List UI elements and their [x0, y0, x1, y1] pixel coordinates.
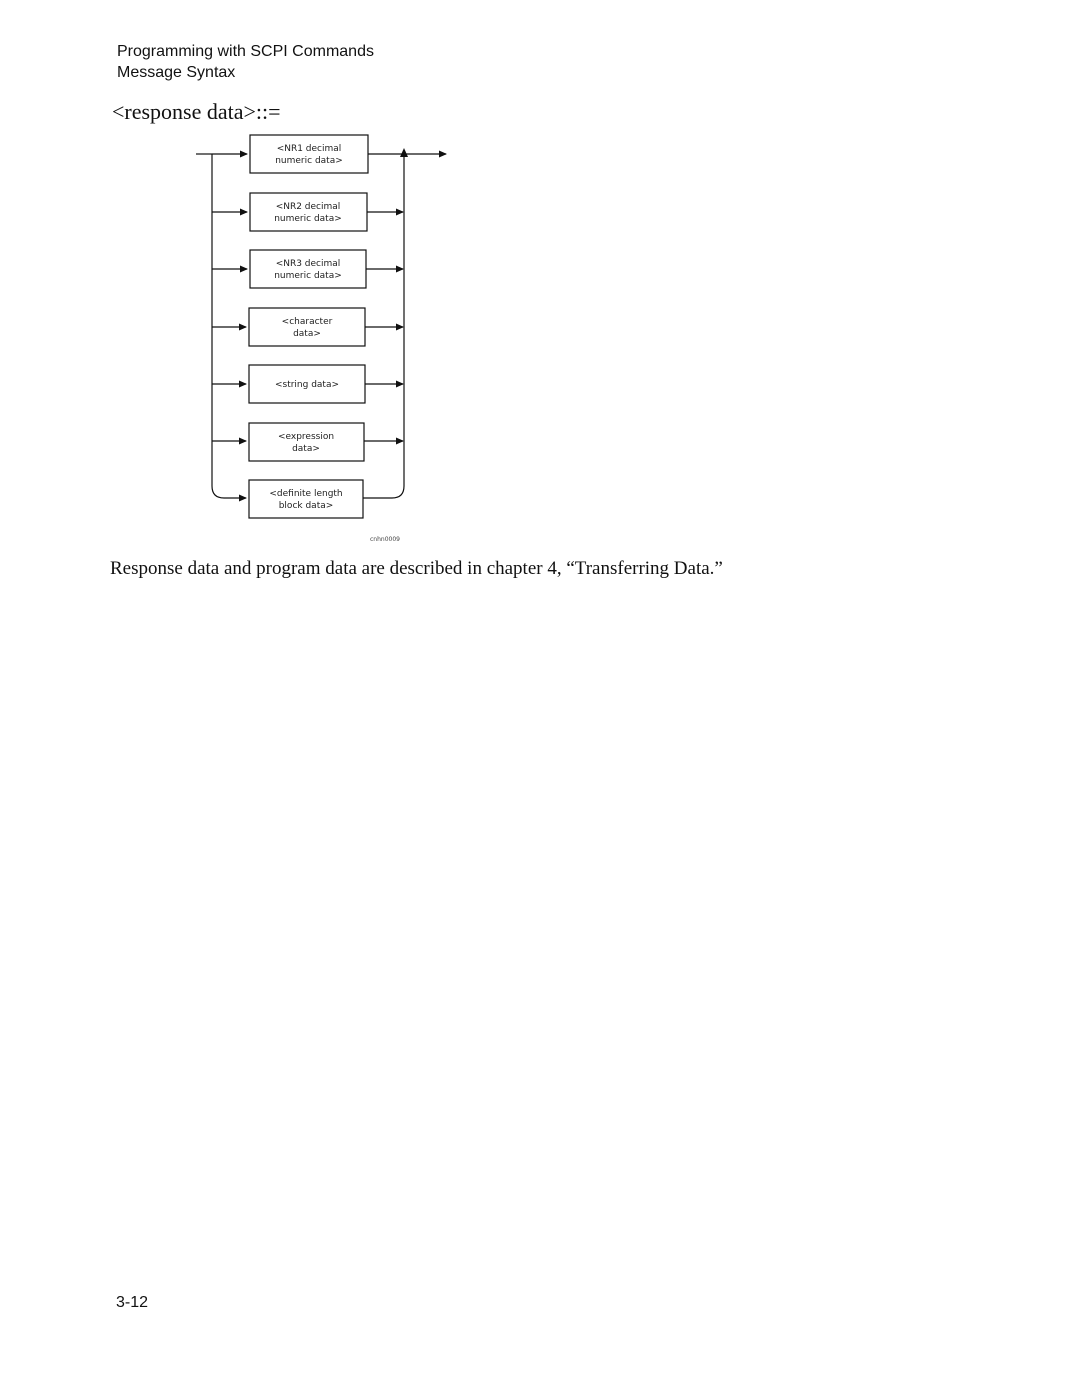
- page-number: 3-12: [116, 1294, 149, 1311]
- syntax-option-definite-length: [224, 480, 392, 518]
- option-box: [249, 480, 363, 518]
- option-label-line1: <NR2 decimal: [275, 202, 341, 212]
- up-arrow: [400, 148, 408, 157]
- body-paragraph: Response data and program data are described in chapter 4, “Transferring Data.”: [110, 558, 723, 579]
- option-label-line1: <character: [281, 317, 333, 327]
- syntax-title: <response data>::=: [112, 99, 281, 124]
- header-chapter: Programming with SCPI Commands: [117, 43, 374, 60]
- option-label-line1: <NR1 decimal: [276, 144, 342, 154]
- option-box: [249, 423, 364, 461]
- option-label-line2: data>: [293, 329, 321, 339]
- option-box: [249, 308, 365, 346]
- header-section: Message Syntax: [117, 64, 236, 81]
- option-label-line2: numeric data>: [274, 214, 342, 224]
- option-label-line2: block data>: [278, 501, 334, 511]
- right-rail: [392, 154, 404, 498]
- left-rail: [212, 154, 224, 498]
- syntax-option-nr2: [212, 193, 403, 231]
- option-label-line1: <string data>: [274, 380, 340, 390]
- syntax-option-nr1: [212, 135, 404, 173]
- figure-code: cnhn0009: [370, 536, 400, 543]
- option-label-line2: numeric data>: [275, 156, 343, 166]
- option-label-line1: <NR3 decimal: [275, 259, 341, 269]
- syntax-option-character: [212, 308, 403, 346]
- option-label-line2: data>: [292, 444, 320, 454]
- syntax-option-nr3: [212, 250, 403, 288]
- option-label-line2: numeric data>: [274, 271, 342, 281]
- option-box: [250, 193, 367, 231]
- option-label-line1: <definite length: [269, 489, 343, 499]
- syntax-option-expression: [212, 423, 403, 461]
- syntax-option-string: [212, 365, 403, 403]
- option-label-line1: <expression: [277, 432, 335, 442]
- option-box: [250, 250, 366, 288]
- option-box: [250, 135, 368, 173]
- response-data-syntax-diagram: [0, 0, 1080, 560]
